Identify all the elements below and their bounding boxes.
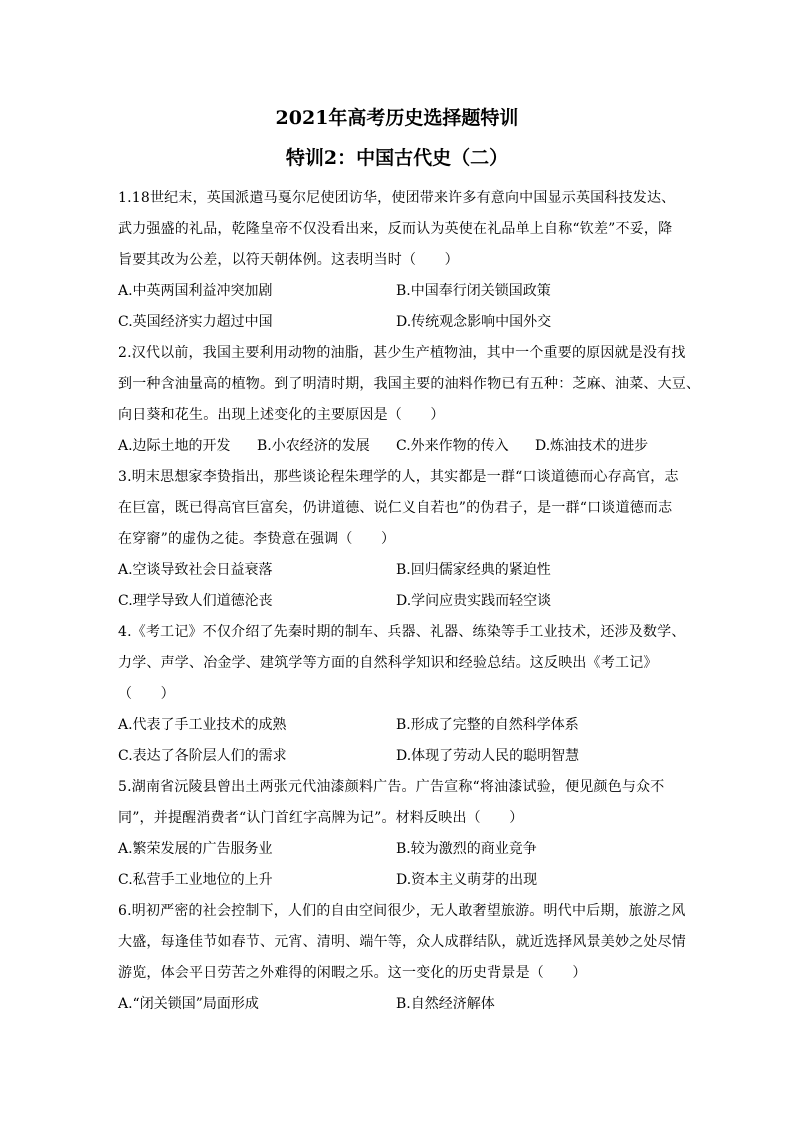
options-row (118, 865, 678, 896)
question-text-line: 旨要其改为公差，以符天朝体例。这表明当时（ ） (118, 252, 459, 268)
question-text-line: 2.汉代以前，我国主要利用动物的油脂，甚少生产植物油，其中一个重要的原因就是没有找 (118, 345, 686, 361)
question-text-line: （ ） (118, 686, 175, 702)
options-row (118, 710, 678, 741)
question-4 (118, 617, 686, 772)
question-text-line: 大盛，每逢佳节如春节、元宵、清明、端午等，众人成群结队，就近选择风景美妙之处尽情 (118, 934, 686, 950)
question-text-line: 在巨富，既已得高官巨富矣，仍讲道德、说仁义自若也”的伪君子，是一群“口谈道德而志 (118, 500, 673, 516)
options-row (118, 555, 678, 586)
option-d: D.资本主义萌芽的出现 (396, 872, 538, 888)
option-a: A.“闭关锁国”局面形成 (118, 996, 259, 1012)
question-text-line: 在穿窬”的虚伪之徒。李贽意在强调（ ） (118, 531, 396, 547)
option-b: B.小农经济的发展 (257, 438, 370, 454)
option-c: C.理学导致人们道德沦丧 (118, 593, 273, 609)
question-text-line: 到一种含油量高的植物。到了明清时期，我国主要的油料作物已有五种：芝麻、油菜、大豆、 (118, 376, 701, 392)
options-row (118, 276, 678, 307)
option-d: D.体现了劳动人民的聪明智慧 (396, 748, 580, 764)
option-b: B.中国奉行闭关锁国政策 (396, 283, 551, 299)
option-d: D.传统观念影响中国外交 (396, 314, 552, 330)
option-c: C.私营手工业地位的上升 (118, 872, 273, 888)
option-a: A.边际土地的开发 (118, 438, 231, 454)
options-row (118, 431, 678, 462)
question-list (118, 183, 701, 1020)
document-title: 2021年高考历史选择题特训 (275, 107, 519, 129)
option-a: A.空谈导致社会日益衰落 (118, 562, 273, 578)
question-1 (118, 183, 678, 338)
question-text-line: 5.湖南省沅陵县曾出土两张元代油漆颜料广告。广告宣称“将油漆试验，便见颜色与众不 (118, 779, 665, 795)
question-5 (118, 772, 678, 896)
question-2 (118, 338, 701, 462)
question-text-line: 游览，体会平日劳苦之外难得的闲暇之乐。这一变化的历史背景是（ ） (118, 965, 587, 981)
options-row (118, 989, 678, 1020)
option-b: B.自然经济解体 (396, 996, 495, 1012)
question-text-line: 6.明初严密的社会控制下，人们的自由空间很少，无人敢奢望旅游。明代中后期，旅游之风 (118, 903, 686, 919)
document-subtitle: 特训2：中国古代史（二） (285, 147, 509, 169)
question-6 (118, 896, 686, 1020)
options-row (118, 307, 678, 338)
option-c: C.表达了各阶层人们的需求 (118, 748, 287, 764)
question-text-line: 力学、声学、冶金学、建筑学等方面的自然科学知识和经验总结。这反映出《考工记》 (118, 655, 658, 671)
option-a: A.中英两国利益冲突加剧 (118, 283, 273, 299)
option-a: A.繁荣发展的广告服务业 (118, 841, 273, 857)
option-d: D.学问应贵实践而轻空谈 (396, 593, 552, 609)
question-text-line: 1.18世纪末，英国派遣马戛尔尼使团访华，使团带来许多有意向中国显示英国科技发达、 (118, 190, 676, 206)
question-text-line: 武力强盛的礼品，乾隆皇帝不仅没看出来，反而认为英使在礼品单上自称“钦差”不妥，降 (118, 221, 673, 237)
options-row (118, 586, 678, 617)
option-b: B.较为激烈的商业竞争 (396, 841, 537, 857)
options-row (118, 834, 678, 865)
option-b: B.回归儒家经典的紧迫性 (396, 562, 551, 578)
question-text-line: 向日葵和花生。出现上述变化的主要原因是（ ） (118, 407, 445, 423)
option-c: C.英国经济实力超过中国 (118, 314, 273, 330)
option-b: B.形成了完整的自然科学体系 (396, 717, 579, 733)
option-a: A.代表了手工业技术的成熟 (118, 717, 287, 733)
question-3 (118, 462, 678, 617)
question-text-line: 3.明末思想家李贽指出，那些谈论程朱理学的人，其实都是一群“口谈道德而心存高官，志 (118, 469, 679, 485)
option-c: C.外来作物的传入 (396, 438, 509, 454)
question-text-line: 同”，并提醒消费者“认门首红字高牌为记”。材料反映出（ ） (118, 810, 524, 826)
option-d: D.炼油技术的进步 (535, 438, 649, 454)
options-row (118, 741, 678, 772)
question-text-line: 4.《考工记》不仅介绍了先秦时期的制车、兵器、礼器、练染等手工业技术，还涉及数学、 (118, 624, 686, 640)
